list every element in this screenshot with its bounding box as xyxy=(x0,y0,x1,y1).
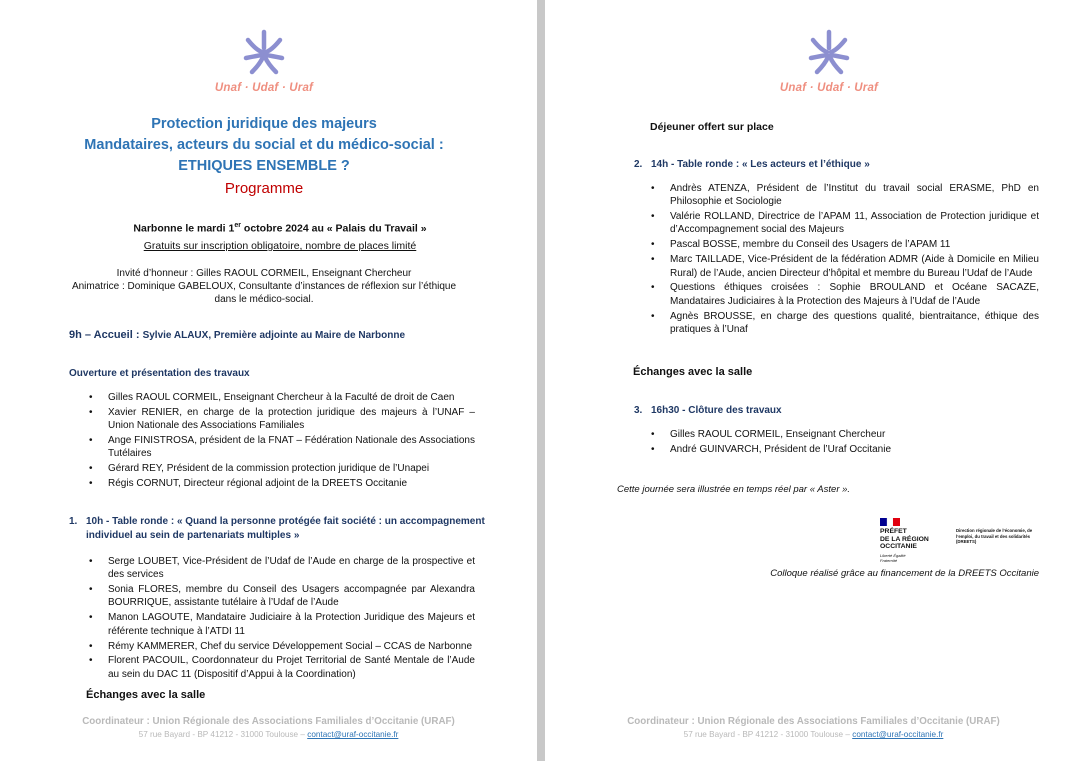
qa-session: Échanges avec la salle xyxy=(633,366,753,378)
prefet-dreets-logo xyxy=(878,518,1038,563)
funding-note: Colloque réalisé grâce au financement de la DREETS Occitanie xyxy=(770,568,1039,579)
list-item: • Valérie ROLLAND, Directrice de l’APAM 11, Association de Protection juridique et d’Accompagnement social des Majeurs xyxy=(651,210,1039,237)
logo-text: Unaf · Udaf · Uraf xyxy=(214,82,314,94)
list-item: • Pascal BOSSE, membre du Conseil des Usagers de l’APAM 11 xyxy=(651,238,1039,251)
section-number-3: 3. xyxy=(634,405,643,416)
host-line-2: dans le médico-social. xyxy=(214,294,314,305)
list-item: • Gérard REY, Président de la commission protection juridique de l’Unapei xyxy=(89,462,475,475)
round-table-1-speakers-list xyxy=(89,555,475,683)
title-line-2: Mandataires, acteurs du social et du médico-social : xyxy=(84,137,444,153)
unaf-logo-icon xyxy=(803,28,855,80)
title-line-1: Protection juridique des majeurs xyxy=(151,116,377,132)
date-suffix: octobre 2024 au « Palais du Travail » xyxy=(240,222,427,235)
prefet-line-2: DE LA RÉGION xyxy=(880,535,929,543)
page-footer xyxy=(545,716,1082,739)
footer-postal-address: 57 rue Bayard - BP 41212 - 31000 Toulouse – xyxy=(683,730,853,739)
date-sup: er xyxy=(234,222,241,229)
unaf-logo xyxy=(769,28,889,94)
welcome-time: 9h – Accueil : xyxy=(69,329,143,341)
list-item: • Marc TAILLADE, Vice-Président de la fédération ADMR (Aide à Domicile en Milieu Rural) de l’Aude, ancien Directeur d’hôpital et membre du Bureau l’Udaf de l’Aude xyxy=(651,253,1039,280)
section-number-1: 1. xyxy=(69,516,78,527)
round-table-2-title: 14h - Table ronde : « Les acteurs et l’éthique » xyxy=(651,159,870,170)
dreets-text: Direction régionale de l’économie, de l’emploi, du travail et des solidarités (DREETS) xyxy=(956,528,1033,544)
round-table-2-speakers-list xyxy=(651,182,1039,338)
document-page-2 xyxy=(545,0,1082,761)
opening-heading: Ouverture et présentation des travaux xyxy=(69,368,250,379)
programme-heading: Programme xyxy=(224,180,304,197)
unaf-logo-icon xyxy=(238,28,290,80)
footer-email-link[interactable]: contact@uraf-occitanie.fr xyxy=(852,730,944,739)
list-item: • Gilles RAOUL CORMEIL, Enseignant Chercheur à la Faculté de droit de Caen xyxy=(89,391,475,404)
round-table-1-title-line-2: individuel au sein de partenariats multiples » xyxy=(86,530,300,541)
footer-address xyxy=(0,730,537,739)
logo-text: Unaf · Udaf · Uraf xyxy=(779,82,879,94)
list-item: • André GUINVARCH, Président de l’Uraf Occitanie xyxy=(651,443,1039,456)
event-date-location xyxy=(0,222,537,235)
list-item: • Questions éthiques croisées : Sophie BROULAND et Océane SACAZE, Mandataires Judiciaires à la Protection des Majeurs à l’Udaf de l’Aude xyxy=(651,281,1039,308)
list-item: • Serge LOUBET, Vice-Président de l’Udaf de l’Aude en charge de la prospective et des services xyxy=(89,555,475,582)
list-item: • Sonia FLORES, membre du Conseil des Usagers accompagnée par Alexandra BOURRIQUE, assistante tutélaire à l’Udaf de l’Aude xyxy=(89,583,475,610)
footer-email-link[interactable]: contact@uraf-occitanie.fr xyxy=(307,730,399,739)
list-item: • Florent PACOUIL, Coordonnateur du Projet Territorial de Santé Mentale de l’Aude au sein du DAC 11 (Dispositif d’Appui à la Coordination) xyxy=(89,654,475,681)
list-item: • Gilles RAOUL CORMEIL, Enseignant Chercheur xyxy=(651,428,1039,441)
guest-of-honour: Invité d’honneur : Gilles RAOUL CORMEIL, Enseignant Chercheur xyxy=(116,268,412,279)
lunch-note: Déjeuner offert sur place xyxy=(650,121,774,133)
list-item: • Ange FINISTROSA, président de la FNAT – Fédération Nationale des Associations Tutélaires xyxy=(89,434,475,461)
list-item: • Rémy KAMMERER, Chef du service Développement Social – CCAS de Narbonne xyxy=(89,640,475,653)
list-item: • Xavier RENIER, en charge de la protection juridique des majeurs à l’UNAF – Union Nationale des Associations Familiales xyxy=(89,406,475,433)
prefet-motto: Liberté Égalité Fraternité xyxy=(880,552,906,563)
aster-illustration-note: Cette journée sera illustrée en temps réel par « Aster ». xyxy=(617,484,851,495)
opening-speakers-list xyxy=(89,391,475,492)
inscription-note: Gratuits sur inscription obligatoire, nombre de places limité xyxy=(143,240,417,252)
prefet-line-3: OCCITANIE xyxy=(880,543,917,550)
welcome-session xyxy=(69,329,405,341)
section-number-2: 2. xyxy=(634,159,643,170)
list-item: • Régis CORNUT, Directeur régional adjoint de la DREETS Occitanie xyxy=(89,477,475,490)
marianne-flag-icon xyxy=(880,518,900,526)
prefet-line-1: PRÉFET xyxy=(880,528,907,535)
closing-title: 16h30 - Clôture des travaux xyxy=(651,405,782,416)
footer-coordinator: Coordinateur : Union Régionale des Associations Familiales d’Occitanie (URAF) xyxy=(82,716,455,727)
list-item: • Manon LAGOUTE, Mandataire Judiciaire à la Protection Juridique des Majeurs et référente technique à l’ATDI 11 xyxy=(89,611,475,638)
date-prefix: Narbonne le mardi 1 xyxy=(133,222,235,235)
unaf-logo xyxy=(204,28,324,94)
welcome-speaker: Sylvie ALAUX, Première adjointe au Maire de Narbonne xyxy=(142,330,406,341)
document-page-1 xyxy=(0,0,537,761)
page-footer xyxy=(0,716,537,739)
footer-postal-address: 57 rue Bayard - BP 41212 - 31000 Toulouse – xyxy=(138,730,308,739)
list-item: • Agnès BROUSSE, en charge des questions qualité, bientraitance, éthique des pratiques à l’Unaf xyxy=(651,310,1039,337)
footer-address xyxy=(545,730,1082,739)
title-line-3: ETHIQUES ENSEMBLE ? xyxy=(178,158,350,174)
list-item: • Andrès ATENZA, Président de l’Institut du travail social ERASME, PhD en Philosophie et Sociologie xyxy=(651,182,1039,209)
footer-coordinator: Coordinateur : Union Régionale des Associations Familiales d’Occitanie (URAF) xyxy=(627,716,1000,727)
closing-speakers-list xyxy=(651,428,1039,458)
round-table-1-title-line-1: 10h - Table ronde : « Quand la personne protégée fait société : un accompagnement xyxy=(86,516,485,527)
host-line-1: Animatrice : Dominique GABELOUX, Consultante d’instances de réflexion sur l’éthique xyxy=(71,281,457,292)
qa-session: Échanges avec la salle xyxy=(86,689,206,701)
